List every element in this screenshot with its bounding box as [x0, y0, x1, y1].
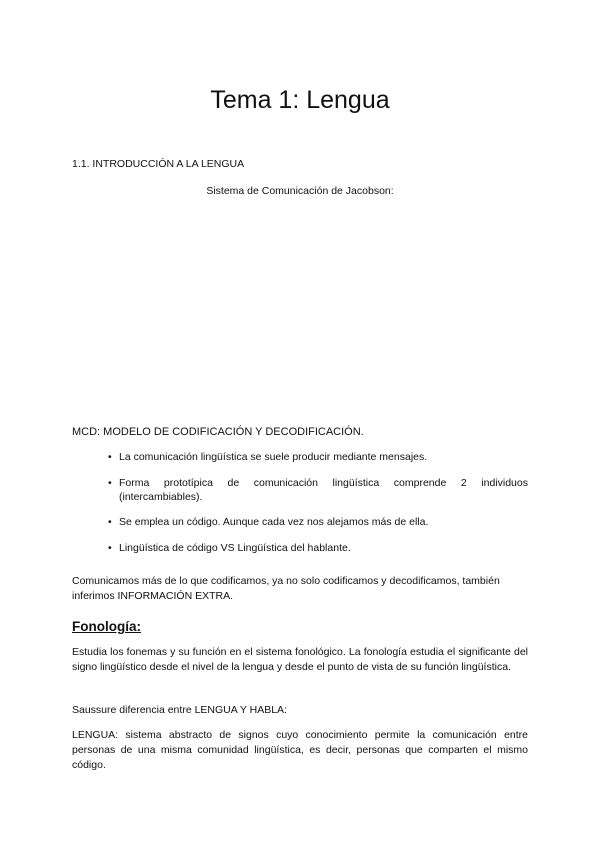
bullet-icon: •	[108, 542, 112, 554]
list-item	[108, 515, 528, 529]
bullet-icon: •	[108, 477, 112, 489]
page-title: Tema 1: Lengua	[210, 86, 390, 114]
list-item	[108, 541, 528, 555]
list-item-text: La comunicación lingüística se suele producir mediante mensajes.	[119, 451, 428, 463]
section-heading: 1.1. INTRODUCCIÓN A LA LENGUA	[72, 158, 245, 170]
paragraph-fonologia: Estudia los fonemas y su función en el sistema fonológico. La fonología estudia el significante del signo lingüístico desde el nivel de la lengua y desde el punto de vista de su función lingüística.	[72, 646, 528, 673]
list-item-text: Forma prototípica de comunicación lingüística comprende 2 individuos (intercambiables).	[119, 477, 528, 503]
list-item-text: Lingüística de código VS Lingüística del hablante.	[119, 542, 351, 554]
bullet-icon: •	[108, 516, 112, 528]
list-item	[108, 450, 528, 464]
list-item	[108, 476, 528, 504]
paragraph-saussure: Saussure diferencia entre LENGUA Y HABLA:	[72, 704, 287, 716]
diagram-placeholder	[72, 205, 528, 415]
list-item-text: Se emplea un código. Aunque cada vez nos alejamos más de ella.	[119, 516, 429, 528]
mcd-heading: MCD: MODELO DE CODIFICACIÓN Y DECODIFICACIÓN.	[72, 426, 364, 438]
bullet-list	[108, 450, 528, 555]
paragraph-lengua: LENGUA: sistema abstracto de signos cuyo conocimiento permite la comunicación entre personas de una misma comunidad lingüística, es decir, personas que comparten el mismo código.	[72, 729, 528, 771]
diagram-caption: Sistema de Comunicación de Jacobson:	[206, 185, 394, 197]
paragraph-extra-info: Comunicamos más de lo que codificamos, ya no solo codificamos y decodificamos, también inferimos INFORMACIÓN EXTRA.	[72, 575, 500, 602]
bullet-icon: •	[108, 451, 112, 463]
fonologia-heading: Fonología:	[72, 619, 141, 634]
